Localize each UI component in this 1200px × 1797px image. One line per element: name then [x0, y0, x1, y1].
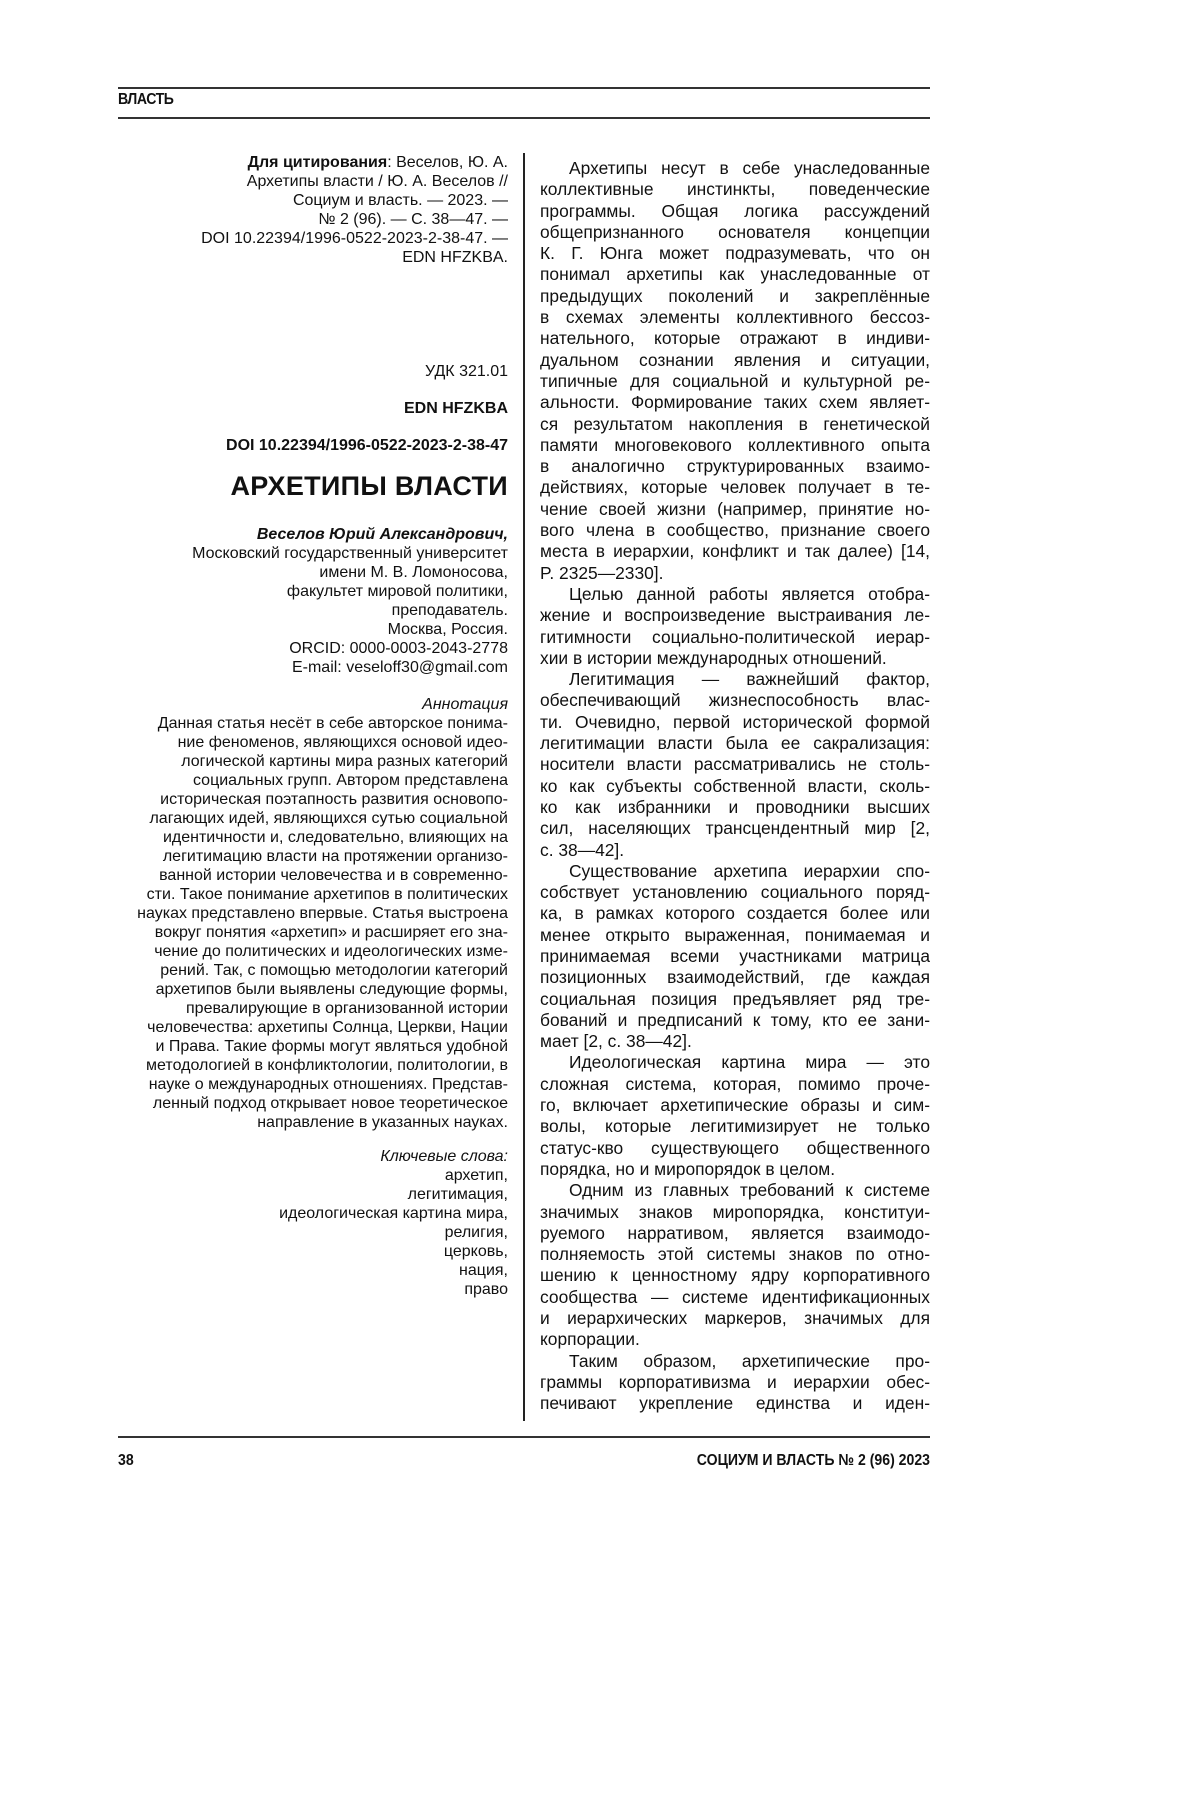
body-line: сложная система, которая, помимо проче-: [540, 1074, 930, 1095]
body-line: печивают укрепление единства и иден-: [540, 1393, 930, 1414]
paragraph: [540, 1351, 930, 1415]
abstract-line: науке о международных отношениях. Представ-: [118, 1075, 508, 1094]
page-number: 38: [118, 1452, 134, 1470]
abstract-line: Данная статья несёт в себе авторское понима-: [118, 714, 508, 733]
body-line: сил, населяющих трансцендентный мир [2,: [540, 818, 930, 839]
body-line: шению к ценностному ядру корпоративного: [540, 1265, 930, 1286]
abstract-line: рений. Так, с помощью методологии категорий: [118, 961, 508, 980]
author-block: [118, 525, 508, 677]
abstract-line: чение до политических и идеологических изме-: [118, 942, 508, 961]
affiliation-line: факультет мировой политики,: [118, 582, 508, 601]
citation-line: Архетипы власти / Ю. А. Веселов //: [118, 172, 508, 191]
abstract-line: науках представлено впервые. Статья выстроена: [118, 904, 508, 923]
body-line: типичные для социальной и культурной ре-: [540, 371, 930, 392]
body-line: принимаемая всеми участниками матрица: [540, 946, 930, 967]
body-line: места в иерархии, конфликт и так далее) [14,: [540, 541, 930, 562]
abstract-line: логической картины мира разных категорий: [118, 752, 508, 771]
abstract-line: человечества: архетипы Солнца, Церкви, Нации: [118, 1018, 508, 1037]
paragraph: [540, 669, 930, 861]
email-link[interactable]: E-mail: veseloff30@gmail.com: [118, 658, 508, 677]
body-line: в аналогично структурированных взаимо-: [540, 456, 930, 477]
body-line: нательного, которые отражают в индиви-: [540, 328, 930, 349]
abstract-line: направление в указанных науках.: [118, 1113, 508, 1132]
body-line: Легитимация — важнейший фактор,: [540, 669, 930, 690]
body-line: мает [2, с. 38—42].: [540, 1031, 930, 1052]
citation-label: Для цитирования: [248, 154, 388, 171]
abstract-block: [118, 695, 508, 1132]
abstract-line: ванной истории человечества и в современно-: [118, 866, 508, 885]
body-line: бований и предписаний к тому, кто ее зани-: [540, 1010, 930, 1031]
footer-rule: [118, 1436, 930, 1438]
paragraph: [540, 1052, 930, 1180]
body-line: и иерархических маркеров, значимых для: [540, 1308, 930, 1329]
body-line: Целью данной работы является отобра-: [540, 584, 930, 605]
body-line: сообщества — системе идентификационных: [540, 1287, 930, 1308]
abstract-label: Аннотация: [118, 695, 508, 714]
body-line: легитимации власти была ее сакрализация:: [540, 733, 930, 754]
body-line: предыдущих поколений и закреплённые: [540, 286, 930, 307]
body-line: обеспечивающий жизнеспособность влас-: [540, 690, 930, 711]
body-line: собствует установлению социального поряд-: [540, 882, 930, 903]
body-line: менее открыто выраженная, понимаемая и: [540, 925, 930, 946]
abstract-line: вокруг понятия «архетип» и расширяет его зна-: [118, 923, 508, 942]
body-line: Таким образом, архетипические про-: [540, 1351, 930, 1372]
abstract-line: методологией в конфликтологии, политологии, в: [118, 1056, 508, 1075]
udk: УДК 321.01: [118, 362, 508, 381]
body-line: дуальном сознании явления и ситуации,: [540, 350, 930, 371]
citation-line: DOI 10.22394/1996-0522-2023-2-38-47. —: [118, 229, 508, 248]
keywords-block: [118, 1147, 508, 1299]
citation-line: № 2 (96). — С. 38—47. —: [118, 210, 508, 229]
paragraph: [540, 861, 930, 1053]
body-line: ко как субъекты собственной власти, сколь-: [540, 776, 930, 797]
body-line: Идеологическая картина мира — это: [540, 1052, 930, 1073]
body-line: волы, которые легитимизирует не только: [540, 1116, 930, 1137]
article-body: [540, 158, 930, 1415]
header-bottom-rule: [118, 117, 930, 119]
body-line: Одним из главных требований к системе: [540, 1180, 930, 1201]
body-line: Архетипы несут в себе унаследованные: [540, 158, 930, 179]
edn: EDN HFZKBA: [118, 399, 508, 418]
body-line: статус-кво существующего общественного: [540, 1138, 930, 1159]
citation-line: : Веселов, Ю. А.: [387, 154, 508, 171]
abstract-line: идентичности и, следовательно, влияющих на: [118, 828, 508, 847]
body-line: ка, в рамках которого создается более или: [540, 903, 930, 924]
header-top-rule: [118, 87, 930, 89]
journal-footer: СОЦИУМ И ВЛАСТЬ № 2 (96) 2023: [697, 1452, 930, 1470]
abstract-line: историческая поэтапность развития основопо-: [118, 790, 508, 809]
body-line: ти. Очевидно, первой исторической формой: [540, 712, 930, 733]
citation-line: Социум и власть. — 2023. —: [118, 191, 508, 210]
affiliation-line: имени М. В. Ломоносова,: [118, 563, 508, 582]
body-line: руемого нарративом, является взаимодо-: [540, 1223, 930, 1244]
running-header-section: ВЛАСТЬ: [118, 91, 173, 109]
keyword: религия,: [118, 1223, 508, 1242]
paragraph: [540, 584, 930, 669]
abstract-line: ленный подход открывает новое теоретическое: [118, 1094, 508, 1113]
body-line: корпорации.: [540, 1329, 930, 1350]
orcid: ORCID: 0000-0003-2043-2778: [118, 639, 508, 658]
body-line: чение своей жизни (например, принятие но-: [540, 499, 930, 520]
body-line: К. Г. Юнга может подразумевать, что он: [540, 243, 930, 264]
body-line: гитимности социально-политической иерар-: [540, 627, 930, 648]
abstract-line: сти. Такое понимание архетипов в политических: [118, 885, 508, 904]
body-line: ся результатом накопления в генетической: [540, 414, 930, 435]
article-title: АРХЕТИПЫ ВЛАСТИ: [118, 477, 508, 496]
abstract-line: архетипов были выявлены следующие формы,: [118, 980, 508, 999]
body-line: социальная позиция предъявляет ряд тре-: [540, 989, 930, 1010]
body-line: действиях, которые человек получает в те-: [540, 477, 930, 498]
keyword: церковь,: [118, 1242, 508, 1261]
body-line: порядка, но и миропорядок в целом.: [540, 1159, 930, 1180]
paragraph: [540, 1180, 930, 1350]
affiliation-line: Москва, Россия.: [118, 620, 508, 639]
body-line: в схемах элементы коллективного бессоз-: [540, 307, 930, 328]
body-line: ко как избранники и проводники высших: [540, 797, 930, 818]
body-line: программы. Общая логика рассуждений: [540, 201, 930, 222]
citation-block: [118, 153, 508, 267]
body-line: Существование архетипа иерархии спо-: [540, 861, 930, 882]
keyword: идеологическая картина мира,: [118, 1204, 508, 1223]
body-line: жение и воспроизведение выстраивания ле-: [540, 605, 930, 626]
abstract-line: легитимацию власти на протяжении организо-: [118, 847, 508, 866]
keywords-label: Ключевые слова:: [118, 1147, 508, 1166]
affiliation-line: Московский государственный университет: [118, 544, 508, 563]
abstract-line: ние феноменов, являющихся основой идео-: [118, 733, 508, 752]
abstract-line: и Права. Такие формы могут являться удобной: [118, 1037, 508, 1056]
affiliation-line: преподаватель.: [118, 601, 508, 620]
body-line: позиционных взаимодействий, где каждая: [540, 967, 930, 988]
body-line: с. 38—42].: [540, 840, 930, 861]
body-line: полняемость этой системы знаков по отно-: [540, 1244, 930, 1265]
paragraph: [540, 158, 930, 584]
body-line: вого члена в сообщество, признание своего: [540, 520, 930, 541]
body-line: носители власти рассматривались не столь-: [540, 754, 930, 775]
body-line: коллективные инстинкты, поведенческие: [540, 179, 930, 200]
keyword: архетип,: [118, 1166, 508, 1185]
abstract-line: социальных групп. Автором представлена: [118, 771, 508, 790]
keyword: легитимация,: [118, 1185, 508, 1204]
author-name: Веселов Юрий Александрович,: [118, 525, 508, 544]
body-line: хии в истории международных отношений.: [540, 648, 930, 669]
citation-line: EDN HFZKBA.: [118, 248, 508, 267]
keyword: право: [118, 1280, 508, 1299]
keyword: нация,: [118, 1261, 508, 1280]
body-line: граммы корпоративизма и иерархии обес-: [540, 1372, 930, 1393]
body-line: альности. Формирование таких схем являет-: [540, 392, 930, 413]
body-line: значимых знаков миропорядка, конституи-: [540, 1202, 930, 1223]
body-line: памяти многовекового коллективного опыта: [540, 435, 930, 456]
body-line: го, включает архетипические образы и сим-: [540, 1095, 930, 1116]
abstract-line: лагающих идей, являющихся сутью социальной: [118, 809, 508, 828]
abstract-line: превалирующие в организованной истории: [118, 999, 508, 1018]
body-line: понимал архетипы как унаследованные от: [540, 264, 930, 285]
doi: DOI 10.22394/1996-0522-2023-2-38-47: [118, 436, 508, 455]
column-divider: [523, 153, 525, 1421]
body-line: общепризнанного основателя концепции: [540, 222, 930, 243]
body-line: P. 2325—2330].: [540, 563, 930, 584]
